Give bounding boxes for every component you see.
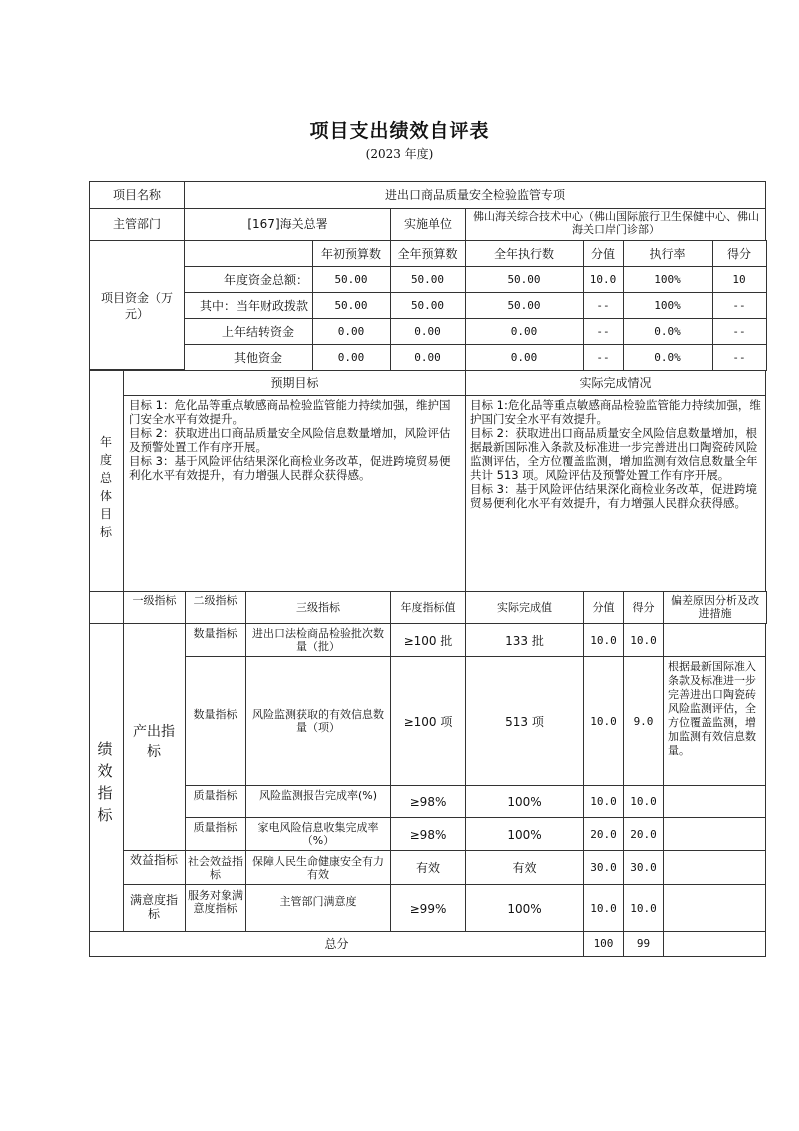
page-subtitle: (2023 年度) <box>365 147 434 161</box>
indicator-actual: 513 项 <box>505 715 544 729</box>
indicator-score: 10.0 <box>590 634 617 647</box>
indicator-l3: 保障人民生命健康安全有力有效 <box>252 855 384 881</box>
implementer-label: 实施单位 <box>403 217 452 231</box>
indicator-note: 根据最新国际准入条款及标准进一步完善进出口陶瓷砖风险监测评估，全方位覆盖监测，增加监测有效信息数量。 <box>668 660 756 757</box>
indicator-header: 一级指标 <box>132 594 177 607</box>
funds-value: 50.00 <box>334 273 368 286</box>
indicator-got: 10.0 <box>630 634 657 647</box>
indicator-header: 实际完成值 <box>497 601 552 614</box>
indicator-l2: 社会效益指标 <box>188 855 243 881</box>
indicator-actual: 有效 <box>512 861 537 875</box>
cell-indicator-note <box>663 850 766 885</box>
funds-header: 全年执行数 <box>493 247 554 261</box>
indicator-header: 偏差原因分析及改进措施 <box>671 594 759 620</box>
indicator-target: ≥98% <box>409 795 447 809</box>
cell-funds-corner <box>184 240 313 267</box>
funds-value: -- <box>596 299 610 312</box>
indicator-header: 年度指标值 <box>400 601 456 614</box>
indicator-l3: 风险监测获取的有效信息数量（项） <box>252 708 384 734</box>
funds-value: -- <box>732 325 746 338</box>
indicator-l2: 数量指标 <box>193 708 238 721</box>
indicator-actual: 100% <box>507 795 542 809</box>
indicator-got: 10.0 <box>630 795 657 808</box>
funds-value: 50.00 <box>334 299 368 312</box>
indicator-target: ≥99% <box>409 902 447 916</box>
indicator-l2: 数量指标 <box>193 627 238 640</box>
expected-goal-3: 目标 3：基于风险评估结果深化商检业务改革，促进跨境贸易便利化水平有效提升，有力增强人民群众获得感。 <box>129 454 451 482</box>
output-label: 产出指标 <box>133 724 175 760</box>
funds-value: 100% <box>654 273 681 286</box>
indicator-l3: 风险监测报告完成率(%) <box>258 789 378 802</box>
cell-indicator-note <box>663 785 766 818</box>
indicator-target: ≥100 项 <box>403 715 453 729</box>
indicator-l3: 主管部门满意度 <box>279 895 357 908</box>
indicator-target: ≥100 批 <box>403 634 453 648</box>
indicator-l2: 质量指标 <box>193 789 238 802</box>
indicator-got: 10.0 <box>630 902 657 915</box>
goals-label: 年度总体目标 <box>99 435 112 539</box>
indicator-got: 30.0 <box>630 861 657 874</box>
department: [167]海关总署 <box>247 217 328 231</box>
indicator-score: 30.0 <box>590 861 617 874</box>
funds-label: 项目资金（万元） <box>100 291 173 321</box>
indicator-got: 20.0 <box>630 828 657 841</box>
indicator-header: 二级指标 <box>193 594 238 607</box>
indicator-l2: 服务对象满意度指标 <box>188 889 243 915</box>
funds-value: 0.00 <box>414 325 441 338</box>
cell-indicator-l2 <box>185 656 246 786</box>
funds-value: 0.00 <box>414 351 441 364</box>
benefit-label: 效益指标 <box>130 853 179 867</box>
indicator-score: 10.0 <box>590 795 617 808</box>
funds-header: 全年预算数 <box>397 247 458 261</box>
funds-value: 50.00 <box>410 299 445 312</box>
indicators-label: 绩效指标 <box>97 740 113 824</box>
indicator-target: 有效 <box>415 861 440 875</box>
funds-value: 0.0% <box>654 351 681 364</box>
funds-value: 0.0% <box>654 325 681 338</box>
funds-value: 0.00 <box>510 351 538 364</box>
funds-header: 得分 <box>726 247 751 261</box>
indicator-header: 得分 <box>632 601 655 614</box>
expected-header: 预期目标 <box>270 376 319 390</box>
satisfaction-label: 满意度指标 <box>130 893 179 921</box>
funds-value: 0.00 <box>337 325 365 338</box>
indicator-score: 20.0 <box>590 828 617 841</box>
funds-header: 年初预算数 <box>320 247 381 261</box>
funds-row-label: 其他资金 <box>233 351 282 365</box>
indicator-l3: 家电风险信息收集完成率（%） <box>257 821 379 847</box>
department-label: 主管部门 <box>112 217 161 231</box>
indicator-header: 三级指标 <box>296 601 340 614</box>
funds-value: 0.00 <box>337 351 365 364</box>
page-title: 项目支出绩效自评表 <box>309 120 490 142</box>
funds-row-label: 其中：当年财政拨款 <box>199 299 308 313</box>
indicator-score: 10.0 <box>590 902 617 915</box>
total-label: 总分 <box>324 937 349 951</box>
funds-value: 10.0 <box>589 273 617 286</box>
project-name-label: 项目名称 <box>112 188 161 202</box>
actual-goal-3: 目标 3：基于风险评估结果深化商检业务改革，促进跨境贸易便利化水平有效提升，有力增强人民群众获得感。 <box>470 482 757 510</box>
actual-header: 实际完成情况 <box>579 376 652 390</box>
cell-indicator-note <box>663 817 766 851</box>
funds-value: 50.00 <box>410 273 445 286</box>
funds-value: -- <box>596 351 610 364</box>
expected-goal-1: 目标 1：危化品等重点敏感商品检验监管能力持续加强，维护国门安全水平有效提升。 <box>129 398 451 426</box>
indicator-l3: 进出口法检商品检验批次数量（批） <box>252 627 384 653</box>
indicator-actual: 133 批 <box>505 634 544 648</box>
cell-indicator-note <box>663 884 766 932</box>
funds-value: -- <box>732 351 746 364</box>
funds-value: -- <box>596 325 610 338</box>
total-got: 99 <box>636 937 651 950</box>
funds-row-label: 上年结转资金 <box>221 325 294 339</box>
cell-indicator-l3 <box>245 884 391 932</box>
cell-indicator-header-blank <box>89 591 124 624</box>
funds-row-label: 年度资金总额： <box>223 273 308 287</box>
indicator-l2: 质量指标 <box>193 821 238 834</box>
funds-header: 执行率 <box>649 247 686 261</box>
project-name: 进出口商品质量安全检验监管专项 <box>384 188 565 202</box>
cell-total-blank <box>663 931 766 957</box>
cell-indicator-note <box>663 623 766 657</box>
expected-goals <box>129 398 461 482</box>
actual-goal-1: 目标 1:危化品等重点敏感商品检验监管能力持续加强，维护国门安全水平有效提升。 <box>470 398 761 426</box>
indicator-got: 9.0 <box>633 715 654 728</box>
actual-goal-2: 目标 2：获取进出口商品质量安全风险信息数量增加，根据最新国际准入条款及标准进一步完善进出口陶瓷砖风险监测评估，全方位覆盖监测，增加监测有效信息数量全年共计 513 项。风险评估及预警处置工作有序开展。 <box>470 426 758 482</box>
indicator-actual: 100% <box>507 902 542 916</box>
funds-value: 10 <box>732 273 746 286</box>
funds-header: 分值 <box>590 247 615 261</box>
indicator-score: 10.0 <box>590 715 617 728</box>
indicator-header: 分值 <box>592 601 615 614</box>
actual-goals <box>470 398 762 510</box>
funds-value: 50.00 <box>507 273 541 286</box>
funds-value: 0.00 <box>510 325 538 338</box>
total-score: 100 <box>593 937 614 950</box>
indicator-target: ≥98% <box>409 828 447 842</box>
funds-value: 50.00 <box>507 299 541 312</box>
funds-value: 100% <box>654 299 681 312</box>
implementer: 佛山海关综合技术中心（佛山国际旅行卫生保健中心、佛山海关口岸门诊部） <box>473 210 759 236</box>
funds-value: -- <box>732 299 746 312</box>
indicator-actual: 100% <box>507 828 542 842</box>
expected-goal-2: 目标 2：获取进出口商品质量安全风险信息数量增加，风险评估及预警处置工作有序开展。 <box>129 426 451 454</box>
